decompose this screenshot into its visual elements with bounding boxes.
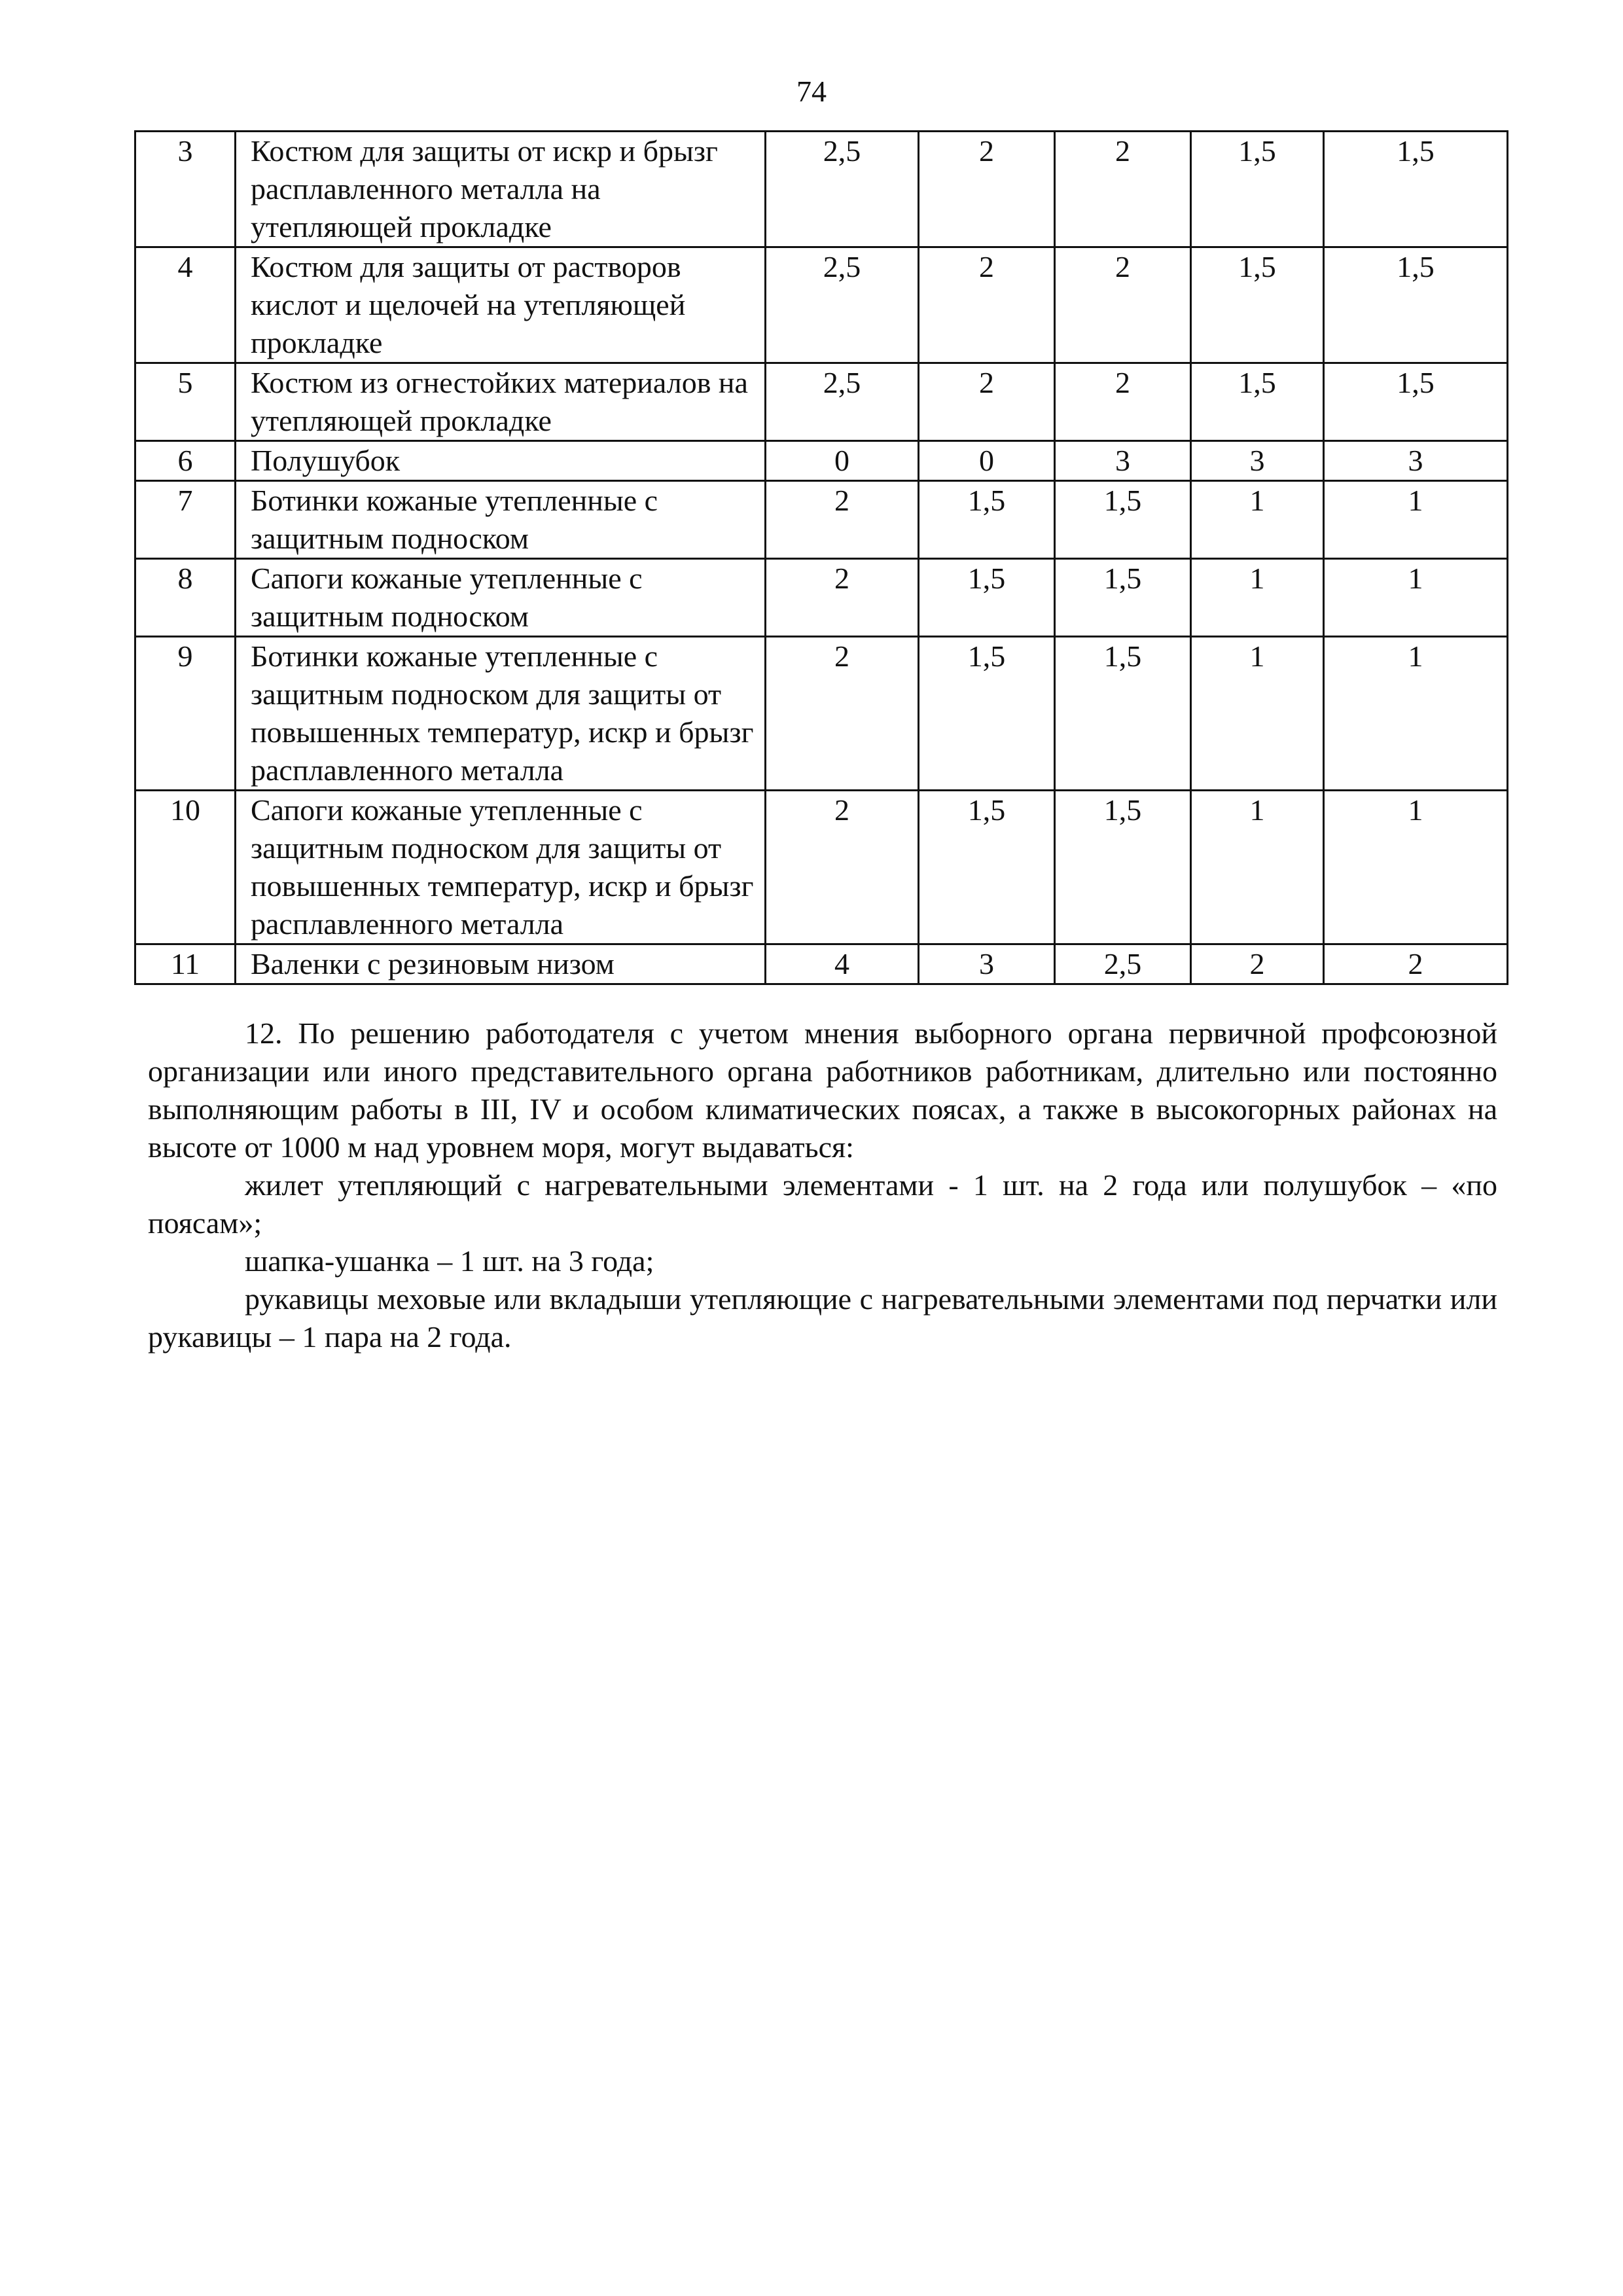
table-row	[135, 247, 1508, 363]
paragraph-hat: шапка-ушанка – 1 шт. на 3 года;	[245, 1244, 654, 1278]
value-cell: 1,5	[1055, 637, 1191, 791]
row-number: 4	[135, 247, 236, 363]
value-cell: 2,5	[1055, 944, 1191, 984]
table-row	[135, 791, 1508, 944]
value-cell: 1,5	[1191, 247, 1324, 363]
value-cell: 1	[1191, 481, 1324, 559]
value-cell: 1,5	[1191, 363, 1324, 441]
value-cell: 2	[1191, 944, 1324, 984]
table-row	[135, 441, 1508, 481]
item-name: Ботинки кожаные утепленные с защитным подноском	[236, 481, 766, 559]
value-cell: 3	[1055, 441, 1191, 481]
row-number: 7	[135, 481, 236, 559]
value-cell: 1	[1324, 559, 1508, 637]
value-cell: 1,5	[1324, 247, 1508, 363]
value-cell: 2,5	[766, 363, 919, 441]
table-row	[135, 363, 1508, 441]
value-cell: 2	[766, 791, 919, 944]
table-row	[135, 132, 1508, 247]
value-cell: 3	[919, 944, 1055, 984]
table-row	[135, 637, 1508, 791]
body-text	[148, 1014, 1497, 1356]
value-cell: 2	[919, 247, 1055, 363]
value-cell: 2	[919, 132, 1055, 247]
row-number: 9	[135, 637, 236, 791]
value-cell: 1	[1324, 637, 1508, 791]
value-cell: 1,5	[919, 791, 1055, 944]
value-cell: 2	[766, 559, 919, 637]
paragraph-vest: жилет утепляющий с нагревательными элементами - 1 шт. на 2 года или полушубок – «по поясам»;	[148, 1168, 1497, 1240]
value-cell: 1,5	[919, 481, 1055, 559]
row-number: 3	[135, 132, 236, 247]
table-row	[135, 559, 1508, 637]
value-cell: 2	[766, 481, 919, 559]
value-cell: 1,5	[1324, 132, 1508, 247]
value-cell: 1	[1191, 637, 1324, 791]
value-cell: 3	[1324, 441, 1508, 481]
value-cell: 1,5	[1055, 481, 1191, 559]
value-cell: 2,5	[766, 247, 919, 363]
value-cell: 1,5	[1324, 363, 1508, 441]
norms-table	[134, 130, 1508, 985]
value-cell: 1,5	[1191, 132, 1324, 247]
item-name: Костюм для защиты от растворов кислот и щелочей на утепляющей прокладке	[236, 247, 766, 363]
value-cell: 1,5	[919, 559, 1055, 637]
row-number: 5	[135, 363, 236, 441]
value-cell: 1,5	[1055, 791, 1191, 944]
value-cell: 2	[1055, 247, 1191, 363]
item-name: Валенки с резиновым низом	[236, 944, 766, 984]
value-cell: 2	[919, 363, 1055, 441]
paragraph-mittens: рукавицы меховые или вкладыши утепляющие с нагревательными элементами под перчатки или рукавицы – 1 пара на 2 года.	[148, 1282, 1497, 1354]
item-name: Сапоги кожаные утепленные с защитным подноском для защиты от повышенных температур, искр и брызг расплавленного металла	[236, 791, 766, 944]
value-cell: 2	[1324, 944, 1508, 984]
value-cell: 1	[1191, 559, 1324, 637]
row-number: 10	[135, 791, 236, 944]
item-name: Сапоги кожаные утепленные с защитным подноском	[236, 559, 766, 637]
row-number: 11	[135, 944, 236, 984]
value-cell: 0	[919, 441, 1055, 481]
row-number: 8	[135, 559, 236, 637]
item-name: Костюм из огнестойких материалов на утепляющей прокладке	[236, 363, 766, 441]
value-cell: 1	[1324, 481, 1508, 559]
paragraph-12: 12. По решению работодателя с учетом мнения выборного органа первичной профсоюзной организации или иного представительного органа работников работникам, длительно или постоянно выполняющим работы в III, IV и особом климатических поясах, а также в высокогорных районах на высоте от 1000 м над уровнем моря, могут выдаваться:	[148, 1016, 1497, 1164]
value-cell: 2	[766, 637, 919, 791]
value-cell: 4	[766, 944, 919, 984]
page-number: 74	[796, 75, 827, 108]
value-cell: 0	[766, 441, 919, 481]
value-cell: 1,5	[1055, 559, 1191, 637]
value-cell: 1	[1191, 791, 1324, 944]
item-name: Костюм для защиты от искр и брызг расплавленного металла на утепляющей прокладке	[236, 132, 766, 247]
item-name: Ботинки кожаные утепленные с защитным подноском для защиты от повышенных температур, искр и брызг расплавленного металла	[236, 637, 766, 791]
value-cell: 2	[1055, 363, 1191, 441]
table-row	[135, 481, 1508, 559]
table-row	[135, 944, 1508, 984]
value-cell: 1	[1324, 791, 1508, 944]
value-cell: 1,5	[919, 637, 1055, 791]
value-cell: 3	[1191, 441, 1324, 481]
value-cell: 2	[1055, 132, 1191, 247]
value-cell: 2,5	[766, 132, 919, 247]
row-number: 6	[135, 441, 236, 481]
item-name: Полушубок	[236, 441, 766, 481]
